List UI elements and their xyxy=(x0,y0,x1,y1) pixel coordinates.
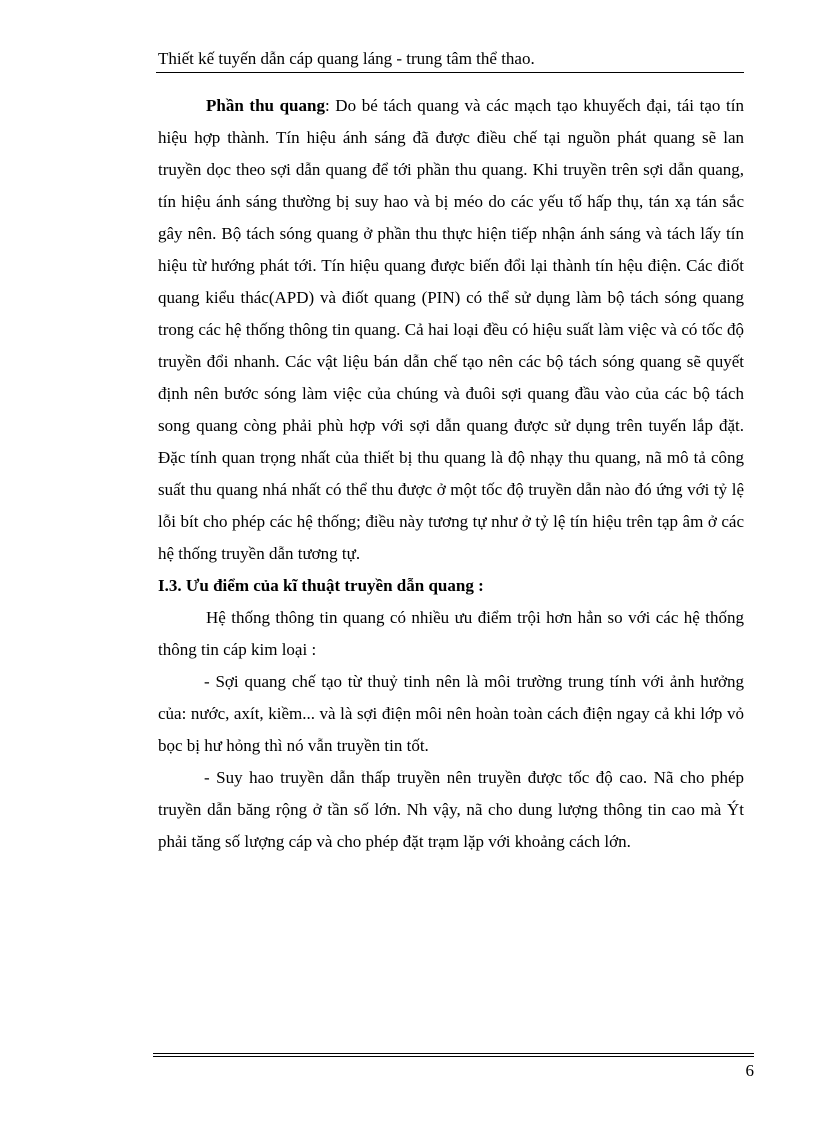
page-body xyxy=(158,90,744,858)
paragraph-text: : Do bé tách quang và các mạch tạo khuyếch đại, tái tạo tín hiệu hợp thành. Tín hiệu ánh sáng đã được điều chế tại nguồn phát quang sẽ lan truyền dọc theo sợi dẫn quang để tới phần thu quang. Khi truyền trên sợi dẫn quang, tín hiệu ánh sáng thường bị suy hao và bị méo do các yếu tố hấp thụ, tán xạ tán sắc gây nên. Bộ tách sóng quang ở phần thu thực hiện tiếp nhận ánh sáng và tách lấy tín hiệu từ hướng phát tới. Tín hiệu quang được biến đổi lại thành tín hệu điện. Các điốt quang kiểu thác(APD) và điốt quang (PIN) có thể sử dụng làm bộ tách sóng quang trong các hệ thống thông tin quang. Cả hai loại đều có hiệu suất làm việc và có tốc độ truyền đổi nhanh. Các vật liệu bán dẫn chế tạo nên các bộ tách sóng quang sẽ quyết định nên bước sóng làm việc của chúng và đuôi sợi quang đầu vào của các bộ tách song quang còng phải phù hợp với sợi dẫn quang được sử dụng trên tuyến lắp đặt. Đặc tính quan trọng nhất của thiết bị thu quang là độ nhạy thu quang, nã mô tả công suất thu quang nhá nhất có thể thu được ở một tốc độ truyền dẫn nào đó ứng với tỷ lệ lỗi bít cho phép các hệ thống; điều này tương tự như ở tỷ lệ tín hiệu trên tạp âm ở các hệ thống truyền dẫn tương tự. xyxy=(158,96,744,563)
header-rule xyxy=(156,72,744,73)
paragraph-receiver xyxy=(158,90,744,570)
running-header: Thiết kế tuyến dẫn cáp quang láng - trung tâm thể thao. xyxy=(158,49,535,68)
section-heading: I.3. Ưu điểm của kĩ thuật truyền dẫn quang : xyxy=(158,576,484,595)
paragraph-lead: Phần thu quang xyxy=(206,96,325,115)
footer-rule xyxy=(153,1053,754,1054)
bullet-item-1: - Sợi quang chế tạo từ thuỷ tinh nên là môi trường trung tính với ảnh hưởng của: nước, axít, kiềm... và là sợi điện môi nên hoàn toàn cách điện ngay cả khi lớp vỏ bọc bị hư hỏng thì nó vẫn truyền tin tốt. xyxy=(158,672,744,755)
section-intro: Hệ thống thông tin quang có nhiều ưu điểm trội hơn hẳn so với các hệ thống thông tin cáp kim loại : xyxy=(158,608,744,659)
footer-rule-double xyxy=(153,1056,754,1057)
page-number: 6 xyxy=(745,1061,754,1080)
bullet-item-2: - Suy hao truyền dẫn thấp truyền nên truyền được tốc độ cao. Nã cho phép truyền dẫn băng rộng ở tần số lớn. Nh vậy, nã cho dung lượng thông tin cao mà Ýt phải tăng số lượng cáp và cho phép đặt trạm lặp với khoảng cách lớn. xyxy=(158,768,744,851)
